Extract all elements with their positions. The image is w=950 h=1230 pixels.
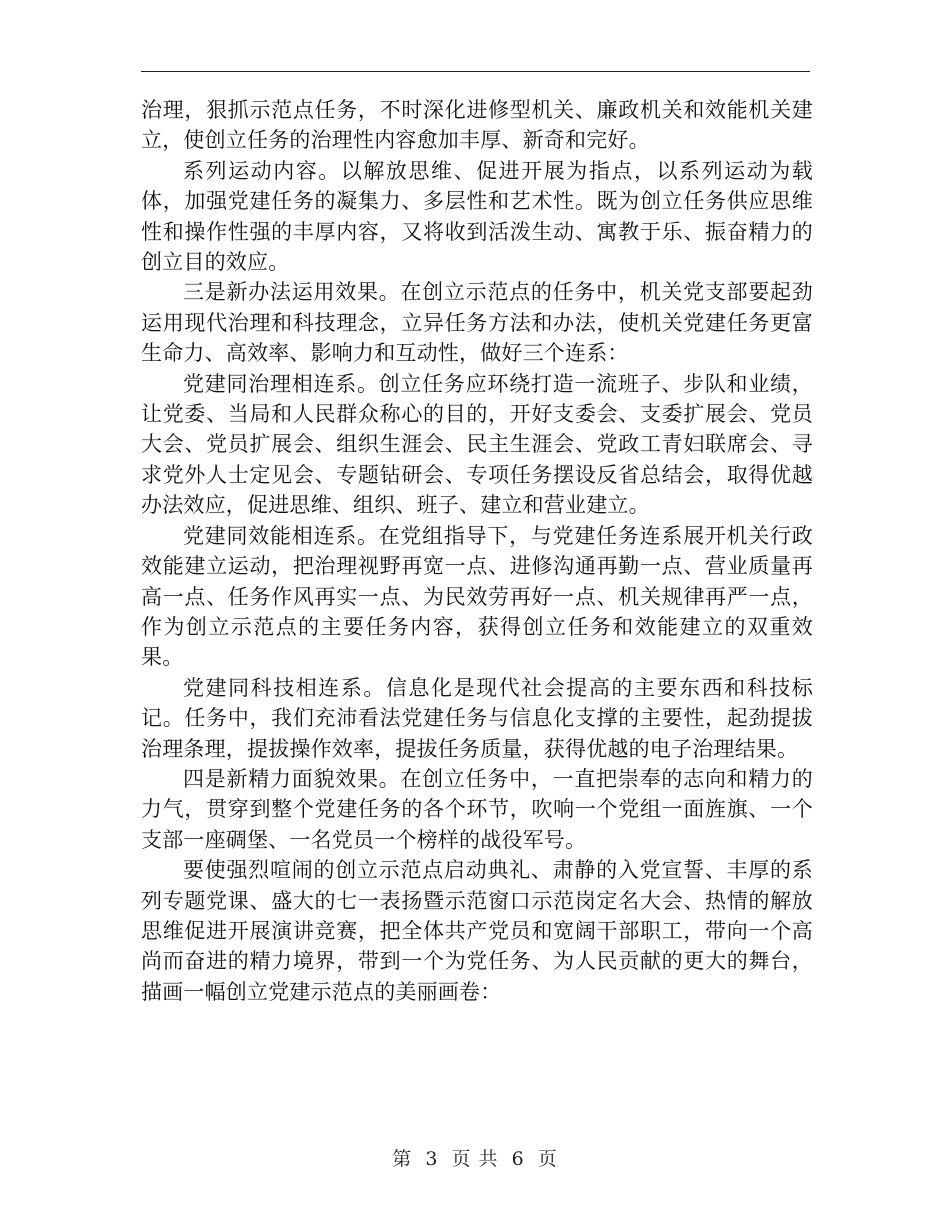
footer-middle: 页 共 (451, 1148, 499, 1170)
paragraph-5: 党建同效能相连系。在党组指导下，与党建任务连系展开机关行政效能建立运动，把治理视野再宽一点、进修沟通再勤一点、营业质量再高一点、任务作风再实一点、为民效劳再好一点、机关规律再严一点，作为创立示范点的主要任务内容，获得创立任务和效能建立的双重效果。 (141, 523, 813, 670)
paragraph-1: 治理，狠抓示范点任务，不时深化进修型机关、廉政机关和效能机关建立，使创立任务的治理性内容愈加丰厚、新奇和完好。 (141, 98, 813, 153)
paragraph-3: 三是新办法运用效果。在创立示范点的任务中，机关党支部要起劲运用现代治理和科技理念，立异任务方法和办法，使机关党建任务更富生命力、高效率、影响力和互动性，做好三个连系： (141, 280, 813, 366)
paragraph-2: 系列运动内容。以解放思维、促进开展为指点，以系列运动为载体，加强党建任务的凝集力、多层性和艺术性。既为创立任务供应思维性和操作性强的丰厚内容，又将收到活泼生动、寓教于乐、振奋精力的创立目的效应。 (141, 158, 813, 275)
document-body (141, 95, 813, 1007)
paragraph-8: 要使强烈喧闹的创立示范点启动典礼、肃静的入党宣誓、丰厚的系列专题党课、盛大的七一表扬暨示范窗口示范岗定名大会、热情的解放思维促进开展演讲竞赛，把全体共产党员和宽阔干部职工，带向一个高尚而奋进的精力境界，带到一个为党任务、为人民贡献的更大的舞台，描画一幅创立党建示范点的美丽画卷： (141, 858, 813, 1004)
total-page-count: 6 (511, 1148, 525, 1170)
paragraph-4: 党建同治理相连系。创立任务应环绕打造一流班子、步队和业绩，让党委、当局和人民群众称心的目的，开好支委会、支委扩展会、党员大会、党员扩展会、组织生涯会、民主生涯会、党政工青妇联席会、寻求党外人士定见会、专题钻研会、专项任务摆设反省总结会，取得优越办法效应，促进思维、组织、班子、建立和营业建立。 (141, 371, 813, 518)
footer-suffix: 页 (537, 1148, 558, 1170)
page-footer (0, 1144, 950, 1171)
paragraph-7: 四是新精力面貌效果。在创立任务中，一直把崇奉的志向和精力的力气，贯穿到整个党建任务的各个环节，吹响一个党组一面旌旗、一个支部一座碉堡、一名党员一个榜样的战役军号。 (141, 766, 813, 852)
header-rule (141, 71, 810, 72)
current-page-number: 3 (425, 1148, 439, 1170)
footer-prefix: 第 (392, 1148, 413, 1170)
paragraph-6: 党建同科技相连系。信息化是现代社会提高的主要东西和科技标记。任务中，我们充沛看法党建任务与信息化支撑的主要性，起劲提拔治理条理，提拔操作效率，提拔任务质量，获得优越的电子治理结果。 (141, 675, 813, 761)
